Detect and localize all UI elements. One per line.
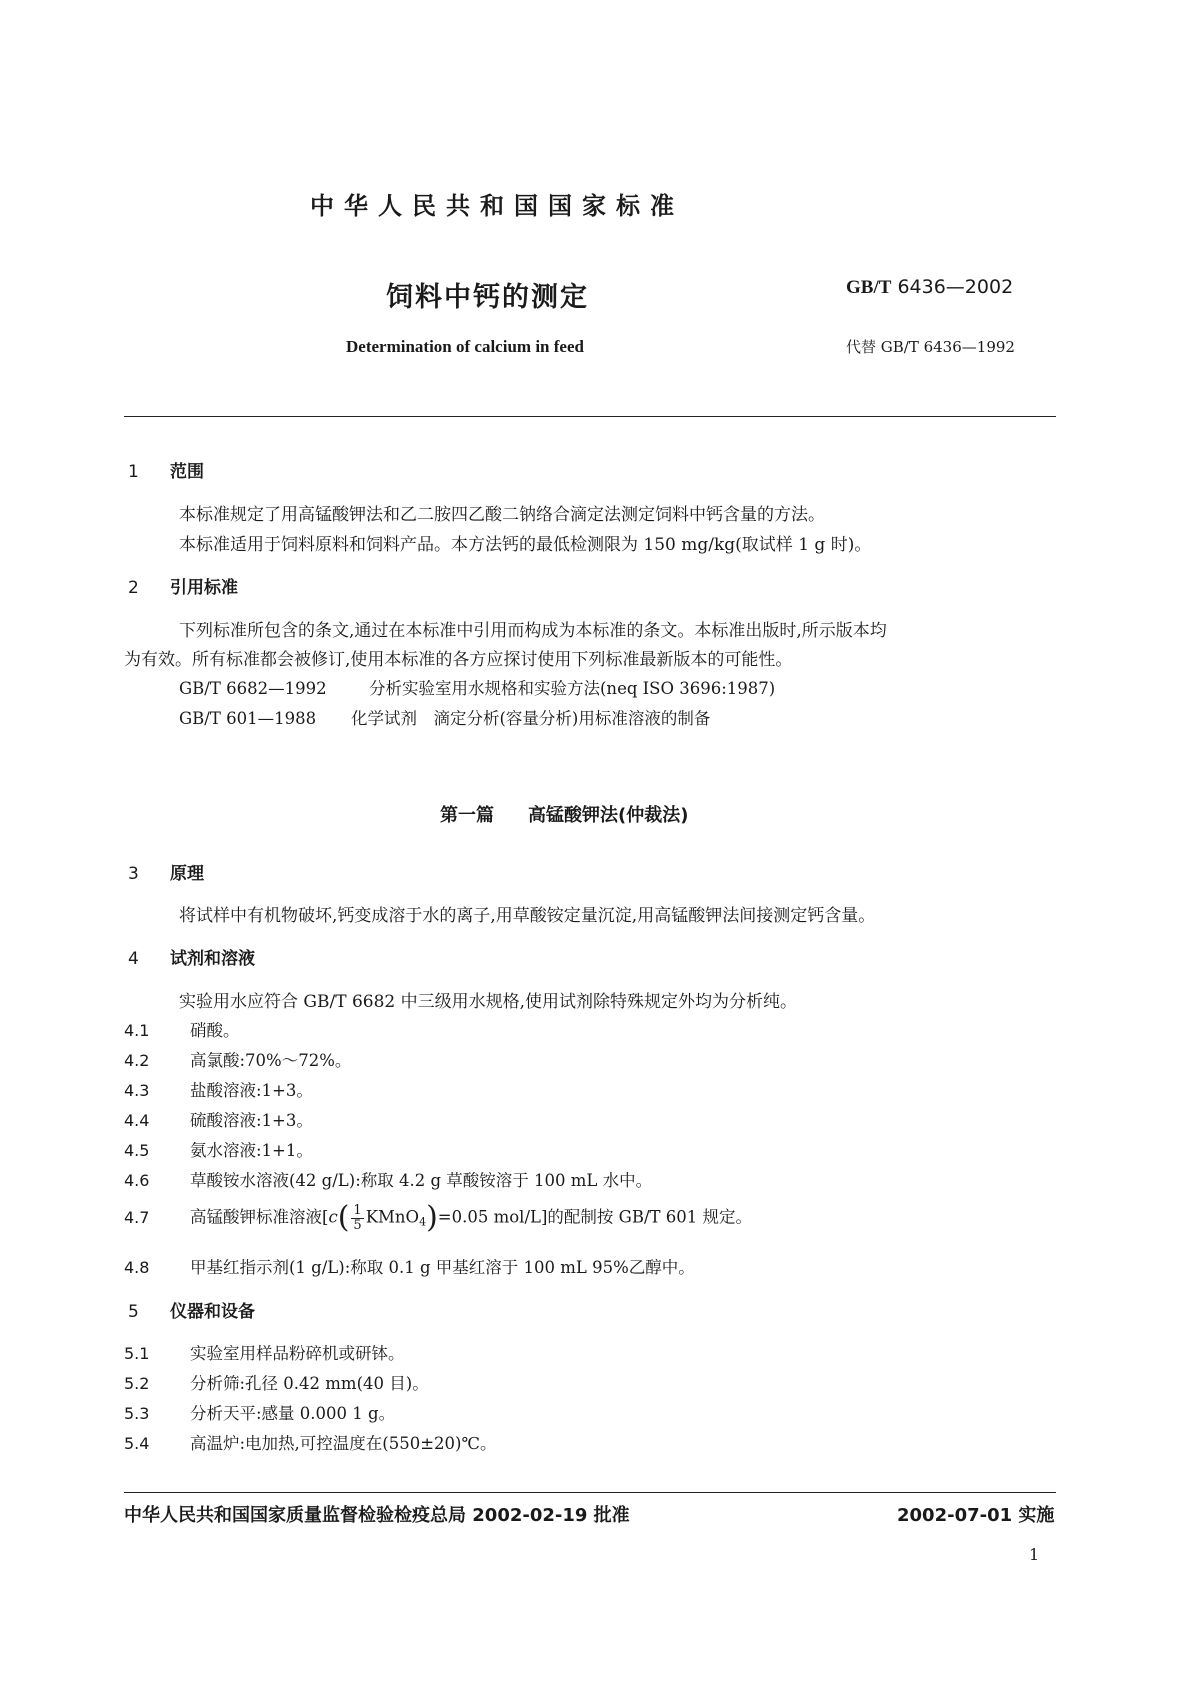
section-1-heading: 1 范围 — [128, 462, 204, 482]
reference-2: GB/T 601—1988 化学试剂 滴定分析(容量分析)用标准溶液的制备 — [179, 709, 711, 728]
header-divider — [124, 416, 1056, 417]
effective-date: 2002-07-01 实施 — [897, 1505, 1055, 1526]
section-2-heading: 2 引用标准 — [128, 578, 238, 598]
approval-authority: 中华人民共和国国家质量监督检验检疫总局 2002-02-19 批准 — [124, 1505, 630, 1526]
section-2-paragraph-line-2: 为有效。所有标准都会被修订,使用本标准的各方应探讨使用下列标准最新版本的可能性。 — [124, 650, 793, 670]
list-item: 4.2 高氯酸:70%～72%。 — [124, 1051, 352, 1070]
national-standard-heading: 中华人民共和国国家标准 — [310, 192, 684, 220]
section-3-paragraph: 将试样中有机物破坏,钙变成溶于水的离子,用草酸铵定量沉淀,用高锰酸钾法间接测定钙含量。 — [179, 906, 876, 926]
document-title: 饲料中钙的测定 — [386, 282, 589, 313]
footer-divider — [124, 1492, 1056, 1493]
list-item: 4.8 甲基红指示剂(1 g/L):称取 0.1 g 甲基红溶于 100 mL 95%乙醇中。 — [124, 1258, 695, 1277]
part-1-heading: 第一篇 高锰酸钾法(仲裁法) — [440, 805, 689, 826]
list-item: 5.4 高温炉:电加热,可控温度在(550±20)℃。 — [124, 1434, 497, 1453]
section-1-paragraph-2: 本标准适用于饲料原料和饲料产品。本方法钙的最低检测限为 150 mg/kg(取试样 1 g 时)。 — [179, 535, 872, 555]
section-4-paragraph: 实验用水应符合 GB/T 6682 中三级用水规格,使用试剂除特殊规定外均为分析纯。 — [179, 992, 798, 1012]
section-2-paragraph-line-1: 下列标准所包含的条文,通过在本标准中引用而构成为本标准的条文。本标准出版时,所示版本均 — [179, 621, 887, 641]
list-item: 5.2 分析筛:孔径 0.42 mm(40 目)。 — [124, 1374, 429, 1393]
list-item: 4.6 草酸铵水溶液(42 g/L):称取 4.2 g 草酸铵溶于 100 mL 水中。 — [124, 1171, 653, 1190]
list-item: 4.4 硫酸溶液:1+3。 — [124, 1111, 313, 1130]
standard-prefix: GB/T — [846, 277, 892, 298]
fraction: $\frac{1}{5}$ — [353, 1202, 362, 1233]
list-item: 4.1 硝酸。 — [124, 1021, 240, 1040]
list-item: 5.3 分析天平:感量 0.000 1 g。 — [124, 1404, 396, 1423]
list-item-formula: 4.7 高锰酸钾标准溶液[c( $\frac{1}{5}$ KMnO$_4$)=0.05 mol/L]的配制按 GB/T 601 规定。 — [124, 1200, 753, 1235]
reference-1: GB/T 6682—1992 分析实验室用水规格和实验方法(neq ISO 3696:1987) — [179, 679, 776, 698]
section-1-paragraph-1: 本标准规定了用高锰酸钾法和乙二胺四乙酸二钠络合滴定法测定饲料中钙含量的方法。 — [179, 505, 825, 525]
list-item: 4.3 盐酸溶液:1+3。 — [124, 1081, 313, 1100]
list-item: 5.1 实验室用样品粉碎机或研钵。 — [124, 1344, 405, 1363]
list-item: 4.5 氨水溶液:1+1。 — [124, 1141, 313, 1160]
replaces-note: 代替 GB/T 6436—1992 — [846, 338, 1015, 356]
section-3-heading: 3 原理 — [128, 864, 204, 884]
standard-number — [846, 276, 1013, 299]
section-5-heading: 5 仪器和设备 — [128, 1302, 255, 1322]
english-title: Determination of calcium in feed — [346, 337, 584, 356]
section-4-heading: 4 试剂和溶液 — [128, 949, 255, 969]
page-number: 1 — [1029, 1545, 1040, 1564]
standard-number-value: 6436—2002 — [897, 276, 1014, 298]
